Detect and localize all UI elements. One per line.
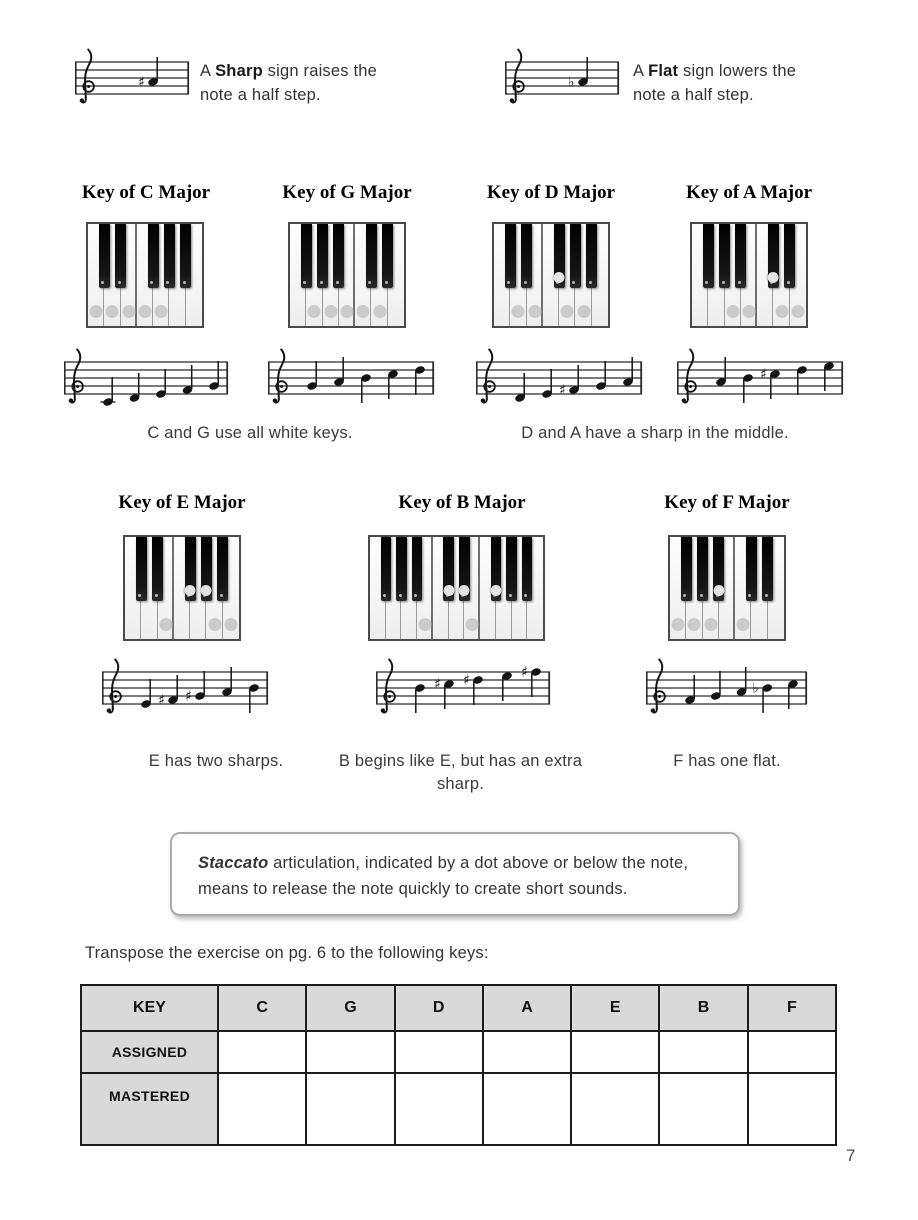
sharp-text-prefix: A xyxy=(200,62,216,80)
sharp-sign: ♯ xyxy=(521,664,528,681)
sharp-example-text xyxy=(200,60,400,108)
keyboard-diagram xyxy=(123,535,241,641)
key-title-c-major: Key of C Major xyxy=(81,182,211,203)
treble-clef-icon xyxy=(651,660,665,713)
sharp-sign: ♯ xyxy=(185,688,192,705)
finger-dot-black-key xyxy=(713,585,724,596)
key-highlight-speck xyxy=(748,594,751,597)
table-blank-cell xyxy=(748,1031,836,1073)
key-highlight-speck xyxy=(705,281,708,284)
sharp-sign: ♯ xyxy=(434,676,441,693)
key-highlight-speck xyxy=(683,594,686,597)
table-blank-cell xyxy=(659,1073,747,1145)
table-header-cell: C xyxy=(218,985,306,1031)
keyboard-diagram xyxy=(690,222,808,328)
black-key xyxy=(703,224,714,288)
key-highlight-speck xyxy=(700,594,703,597)
table-blank-cell xyxy=(218,1031,306,1073)
finger-dot-white-key xyxy=(466,618,479,631)
key-highlight-speck xyxy=(385,281,388,284)
staccato-definition: articulation, indicated by a dot above or below the note, means to release the note quickly to create short sounds. xyxy=(198,854,689,898)
treble-clef-icon xyxy=(682,350,696,403)
table-row-label: ASSIGNED xyxy=(81,1031,218,1073)
finger-dot-white-key xyxy=(308,305,321,318)
key-highlight-speck xyxy=(368,281,371,284)
finger-dot-white-key xyxy=(737,618,750,631)
treble-clef-icon xyxy=(381,660,395,713)
key-title-g-major: Key of G Major xyxy=(282,182,412,203)
keyboard-diagram xyxy=(368,535,545,641)
key-title-f-major: Key of F Major xyxy=(664,492,790,513)
finger-dot-white-key xyxy=(139,305,152,318)
finger-dot-white-key xyxy=(726,305,739,318)
keyboard-diagram xyxy=(86,222,204,328)
key-highlight-speck xyxy=(150,281,153,284)
sharp-sign: ♯ xyxy=(158,692,165,709)
key-highlight-speck xyxy=(787,281,790,284)
black-key xyxy=(506,537,516,601)
table-blank-cell xyxy=(395,1073,483,1145)
finger-dot-white-key xyxy=(688,618,701,631)
staff-notation xyxy=(62,346,230,412)
staff-notation xyxy=(503,46,621,112)
scale-staff-e xyxy=(100,656,270,727)
key-title-a-major: Key of A Major xyxy=(685,182,813,203)
key-highlight-speck xyxy=(101,281,104,284)
table-blank-cell xyxy=(571,1031,659,1073)
black-key xyxy=(719,224,730,288)
keyboard-diagram xyxy=(668,535,786,641)
table-row xyxy=(81,1031,836,1073)
treble-clef-icon xyxy=(80,50,94,103)
key-highlight-speck xyxy=(336,281,339,284)
sharp-sign: ♯ xyxy=(559,382,566,399)
key-highlight-speck xyxy=(589,281,592,284)
finger-dot-black-key xyxy=(443,585,454,596)
table-header-cell: D xyxy=(395,985,483,1031)
key-highlight-speck xyxy=(399,594,402,597)
black-key xyxy=(99,224,110,288)
finger-dot-white-key xyxy=(577,305,590,318)
treble-clef-icon xyxy=(69,350,83,403)
table-row-label: MASTERED xyxy=(81,1073,218,1145)
table-blank-cell xyxy=(306,1031,394,1073)
black-key xyxy=(412,537,422,601)
key-highlight-speck xyxy=(765,594,768,597)
finger-dot-white-key xyxy=(704,618,717,631)
table-header-cell: B xyxy=(659,985,747,1031)
staff-notation xyxy=(675,346,845,412)
key-highlight-speck xyxy=(166,281,169,284)
sharp-staff-image xyxy=(73,46,191,117)
staccato-note-box xyxy=(170,832,740,916)
finger-dot-white-key xyxy=(122,305,135,318)
caption-c-g: C and G use all white keys. xyxy=(147,424,353,442)
table-header-cell: E xyxy=(571,985,659,1031)
black-key xyxy=(521,224,532,288)
key-highlight-speck xyxy=(738,281,741,284)
black-key xyxy=(333,224,344,288)
finger-dot-black-key xyxy=(490,585,501,596)
key-highlight-speck xyxy=(320,281,323,284)
finger-dot-white-key xyxy=(90,305,103,318)
key-highlight-speck xyxy=(118,281,121,284)
staff-notation xyxy=(266,346,436,412)
black-key xyxy=(746,537,757,601)
finger-dot-white-key xyxy=(224,618,237,631)
caption-d-a: D and A have a sharp in the middle. xyxy=(521,424,789,442)
flat-sign: ♭ xyxy=(568,74,575,91)
key-highlight-speck xyxy=(524,281,527,284)
finger-dot-white-key xyxy=(357,305,370,318)
black-key xyxy=(366,224,377,288)
finger-dot-white-key xyxy=(528,305,541,318)
key-highlight-speck xyxy=(155,594,158,597)
finger-dot-white-key xyxy=(743,305,756,318)
staff-notation xyxy=(73,46,191,112)
finger-dot-white-key xyxy=(341,305,354,318)
sharp-sign: ♯ xyxy=(760,366,767,383)
scale-staff-c xyxy=(62,346,230,417)
key-highlight-speck xyxy=(414,594,417,597)
black-key xyxy=(164,224,175,288)
black-key xyxy=(586,224,597,288)
finger-dot-white-key xyxy=(159,618,172,631)
key-highlight-speck xyxy=(509,594,512,597)
treble-clef-icon xyxy=(510,50,524,103)
black-key xyxy=(570,224,581,288)
table-blank-cell xyxy=(306,1073,394,1145)
table-header-cell: A xyxy=(483,985,571,1031)
caption-f: F has one flat. xyxy=(673,752,781,770)
sharp-sign: ♯ xyxy=(138,74,145,91)
transpose-table-header xyxy=(81,985,836,1031)
black-key xyxy=(522,537,532,601)
finger-dot-white-key xyxy=(775,305,788,318)
black-key xyxy=(697,537,708,601)
black-key xyxy=(735,224,746,288)
finger-dot-white-key xyxy=(672,618,685,631)
staff-notation xyxy=(374,656,552,722)
transpose-table xyxy=(80,984,837,1146)
key-title-d-major: Key of D Major xyxy=(486,182,616,203)
table-header-cell: G xyxy=(306,985,394,1031)
scale-staff-a xyxy=(675,346,845,417)
finger-dot-white-key xyxy=(419,618,432,631)
key-highlight-speck xyxy=(507,281,510,284)
key-highlight-speck xyxy=(524,594,527,597)
black-key xyxy=(317,224,328,288)
scale-staff-b xyxy=(374,656,552,727)
table-blank-cell xyxy=(659,1031,747,1073)
staff-notation xyxy=(100,656,270,722)
sharp-text-bold: Sharp xyxy=(215,62,263,80)
key-highlight-speck xyxy=(220,594,223,597)
key-highlight-speck xyxy=(722,281,725,284)
finger-dot-white-key xyxy=(561,305,574,318)
keyboard-diagram xyxy=(288,222,406,328)
black-key xyxy=(505,224,516,288)
key-highlight-speck xyxy=(572,281,575,284)
flat-text-bold: Flat xyxy=(648,62,679,80)
staff-notation xyxy=(474,346,644,412)
finger-dot-black-key xyxy=(768,272,779,283)
black-key xyxy=(301,224,312,288)
finger-dot-white-key xyxy=(208,618,221,631)
black-key xyxy=(115,224,126,288)
table-blank-cell xyxy=(395,1031,483,1073)
table-blank-cell xyxy=(748,1073,836,1145)
table-header-cell: KEY xyxy=(81,985,218,1031)
black-key xyxy=(381,537,391,601)
scale-staff-g xyxy=(266,346,436,417)
finger-dot-white-key xyxy=(373,305,386,318)
finger-dot-white-key xyxy=(512,305,525,318)
sharp-text-suffix: sign raises the note a half step. xyxy=(200,62,378,104)
black-key xyxy=(152,537,163,601)
caption-e: E has two sharps. xyxy=(148,752,284,770)
flat-text-prefix: A xyxy=(633,62,649,80)
black-key xyxy=(217,537,228,601)
black-key xyxy=(681,537,692,601)
finger-dot-black-key xyxy=(185,585,196,596)
flat-example-text xyxy=(633,60,833,108)
finger-dot-white-key xyxy=(791,305,804,318)
black-key xyxy=(148,224,159,288)
treble-clef-icon xyxy=(481,350,495,403)
table-blank-cell xyxy=(483,1031,571,1073)
black-key xyxy=(180,224,191,288)
finger-dot-black-key xyxy=(459,585,470,596)
table-header-cell: F xyxy=(748,985,836,1031)
key-highlight-speck xyxy=(138,594,141,597)
scale-staff-f xyxy=(644,656,809,727)
finger-dot-white-key xyxy=(106,305,119,318)
table-blank-cell xyxy=(483,1073,571,1145)
black-key xyxy=(784,224,795,288)
page-number: 7 xyxy=(846,1146,856,1165)
treble-clef-icon xyxy=(107,660,121,713)
key-highlight-speck xyxy=(183,281,186,284)
transpose-instruction: Transpose the exercise on pg. 6 to the following keys: xyxy=(85,944,489,962)
flat-text-suffix: sign lowers the note a half step. xyxy=(633,62,797,104)
key-highlight-speck xyxy=(383,594,386,597)
key-highlight-speck xyxy=(303,281,306,284)
black-key xyxy=(396,537,406,601)
staccato-term: Staccato xyxy=(198,854,269,872)
caption-b: B begins like E, but has an extra sharp. xyxy=(338,752,583,794)
black-key xyxy=(136,537,147,601)
flat-sign: ♭ xyxy=(752,680,759,697)
finger-dot-white-key xyxy=(324,305,337,318)
key-title-e-major: Key of E Major xyxy=(118,492,246,513)
table-row xyxy=(81,1073,836,1145)
finger-dot-black-key xyxy=(554,272,565,283)
scale-staff-d xyxy=(474,346,644,417)
black-key xyxy=(762,537,773,601)
treble-clef-icon xyxy=(273,350,287,403)
table-blank-cell xyxy=(218,1073,306,1145)
key-title-b-major: Key of B Major xyxy=(398,492,526,513)
sharp-sign: ♯ xyxy=(463,672,470,689)
table-blank-cell xyxy=(571,1073,659,1145)
finger-dot-black-key xyxy=(201,585,212,596)
flat-staff-image xyxy=(503,46,621,117)
finger-dot-white-key xyxy=(155,305,168,318)
staff-notation xyxy=(644,656,809,722)
keyboard-diagram xyxy=(492,222,610,328)
black-key xyxy=(382,224,393,288)
